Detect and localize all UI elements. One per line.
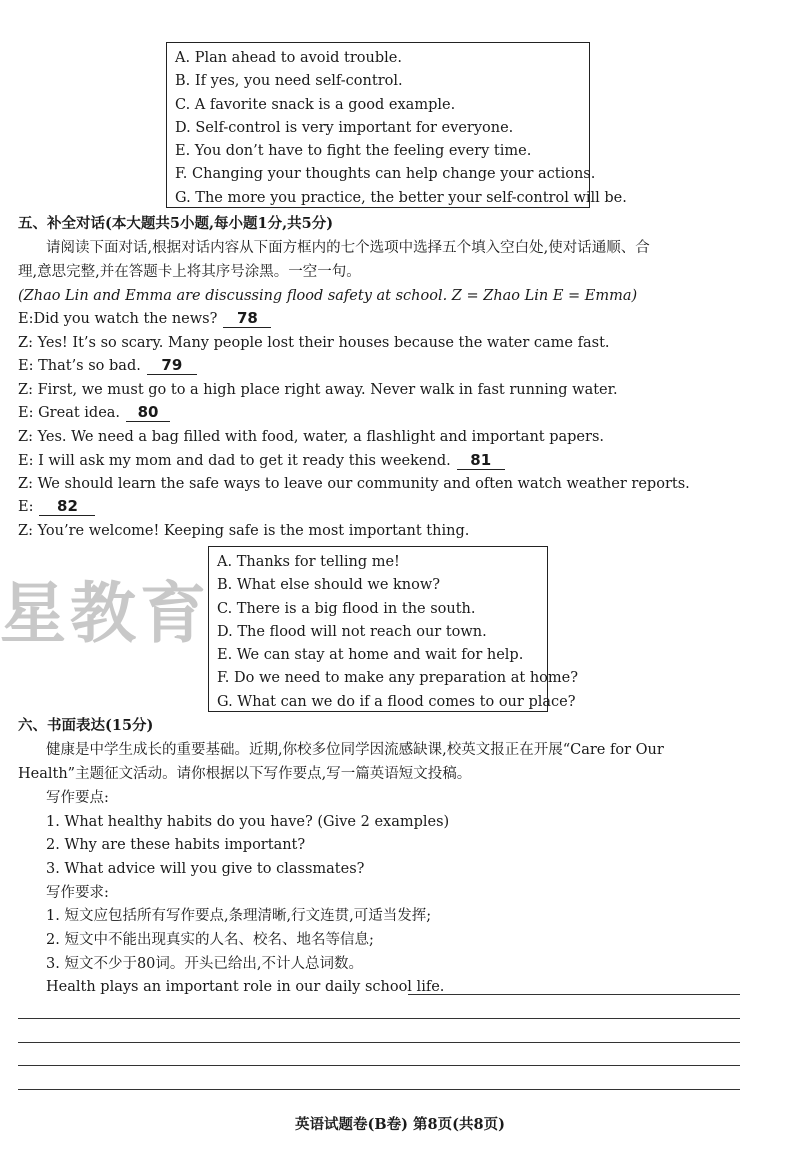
- speaker: E:: [18, 453, 34, 469]
- section5-instruction-1: 请阅读下面对话,根据对话内容从下面方框内的七个选项中选择五个填入空白处,使对话通顺、合: [46, 240, 650, 256]
- section5-instruction-2: 理,意思完整,并在答题卡上将其序号涂黑。一空一句。: [18, 264, 361, 280]
- dialogue-text: That’s so bad.: [38, 358, 141, 374]
- speaker: E:: [18, 358, 34, 374]
- dialogue-line-5: [18, 403, 170, 423]
- writing-line-2[interactable]: [18, 1018, 740, 1019]
- section6-intro-1: 健康是中学生成长的重要基础。近期,你校多位同学因流感缺课,校英文报正在开展“Care for Our: [46, 742, 664, 758]
- option-b: B. If yes, you need self-control.: [175, 73, 403, 90]
- option-d: D. Self-control is very important for everyone.: [175, 119, 514, 136]
- speaker: Z:: [18, 476, 33, 492]
- writing-point-1: 1. What healthy habits do you have? (Give 2 examples): [46, 814, 450, 830]
- option-e: E. We can stay at home and wait for help.: [217, 647, 524, 664]
- dialogue-line-10: [18, 521, 469, 541]
- writing-points-title: 写作要点:: [46, 790, 109, 806]
- option-f: F. Do we need to make any preparation at home?: [217, 670, 578, 687]
- answer-blank-80[interactable]: 80: [126, 404, 170, 422]
- speaker: Z:: [18, 382, 33, 398]
- dialogue-line-7: [18, 451, 505, 471]
- options-box-top: [166, 42, 627, 208]
- writing-point-3: 3. What advice will you give to classmates?: [46, 861, 365, 877]
- option-g: G. The more you practice, the better your self-control will be.: [175, 189, 627, 206]
- dialogue-line-1: [18, 309, 271, 329]
- option-b: B. What else should we know?: [217, 577, 441, 594]
- option-f: F. Changing your thoughts can help change your actions.: [175, 166, 596, 183]
- speaker: Z:: [18, 429, 33, 445]
- dialogue-text: Yes! It’s so scary. Many people lost their houses because the water came fast.: [37, 335, 610, 351]
- dialogue-line-4: [18, 380, 618, 400]
- option-c: C. A favorite snack is a good example.: [175, 96, 456, 113]
- dialogue-text: I will ask my mom and dad to get it ready this weekend.: [38, 453, 451, 469]
- writing-requirements-title: 写作要求:: [46, 885, 109, 901]
- speaker: E:: [18, 311, 34, 327]
- answer-blank-82[interactable]: 82: [39, 498, 95, 516]
- writing-line-4[interactable]: [18, 1065, 740, 1066]
- section5-heading: 五、补全对话(本大题共5小题,每小题1分,共5分): [18, 215, 334, 232]
- writing-line-5[interactable]: [18, 1089, 740, 1090]
- dialogue-line-3: [18, 356, 197, 376]
- section6-intro-2: Health”主题征文活动。请你根据以下写作要点,写一篇英语短文投稿。: [18, 766, 472, 782]
- speaker: E:: [18, 499, 34, 515]
- option-e: E. You don’t have to fight the feeling every time.: [175, 143, 532, 160]
- answer-blank-79[interactable]: 79: [147, 357, 197, 375]
- options-box-dialogue: [208, 546, 578, 712]
- dialogue-line-6: [18, 427, 604, 447]
- option-a: A. Thanks for telling me!: [217, 554, 400, 570]
- writing-line-1[interactable]: [408, 994, 740, 995]
- writing-requirement-2: 2. 短文中不能出现真实的人名、校名、地名等信息;: [46, 932, 374, 948]
- watermark: 星教育: [0, 575, 210, 652]
- dialogue-text: Yes. We need a bag filled with food, water, a flashlight and important papers.: [37, 429, 604, 445]
- writing-line-3[interactable]: [18, 1042, 740, 1043]
- dialogue-text: Did you watch the news?: [33, 311, 218, 327]
- speaker: Z:: [18, 523, 33, 539]
- dialogue-text: Great idea.: [38, 405, 121, 421]
- dialogue-text: We should learn the safe ways to leave our community and often watch weather reports.: [37, 476, 690, 492]
- option-c: C. There is a big flood in the south.: [217, 600, 476, 617]
- dialogue-line-2: [18, 333, 610, 353]
- dialogue-line-9: [18, 497, 95, 517]
- speaker: Z:: [18, 335, 33, 351]
- answer-blank-81[interactable]: 81: [457, 452, 505, 470]
- section6-heading: 六、书面表达(15分): [18, 717, 154, 734]
- answer-blank-78[interactable]: 78: [223, 310, 271, 328]
- dialogue-line-8: [18, 474, 690, 494]
- dialogue-text: You’re welcome! Keeping safe is the most important thing.: [37, 523, 470, 539]
- writing-point-2: 2. Why are these habits important?: [46, 837, 306, 853]
- writing-requirement-1: 1. 短文应包括所有写作要点,条理清晰,行文连贯,可适当发挥;: [46, 908, 432, 924]
- option-d: D. The flood will not reach our town.: [217, 623, 487, 640]
- option-a: A. Plan ahead to avoid trouble.: [175, 50, 402, 66]
- section5-context: (Zhao Lin and Emma are discussing flood safety at school. Z = Zhao Lin E = Emma): [18, 288, 638, 304]
- dialogue-text: First, we must go to a high place right away. Never walk in fast running water.: [37, 382, 618, 398]
- option-g: G. What can we do if a flood comes to our place?: [217, 693, 576, 710]
- writing-requirement-3: 3. 短文不少于80词。开头已给出,不计人总词数。: [46, 956, 364, 972]
- speaker: E:: [18, 405, 34, 421]
- essay-opening: Health plays an important role in our daily school life.: [46, 979, 445, 995]
- page-footer: 英语试题卷(B卷) 第8页(共8页): [295, 1116, 505, 1133]
